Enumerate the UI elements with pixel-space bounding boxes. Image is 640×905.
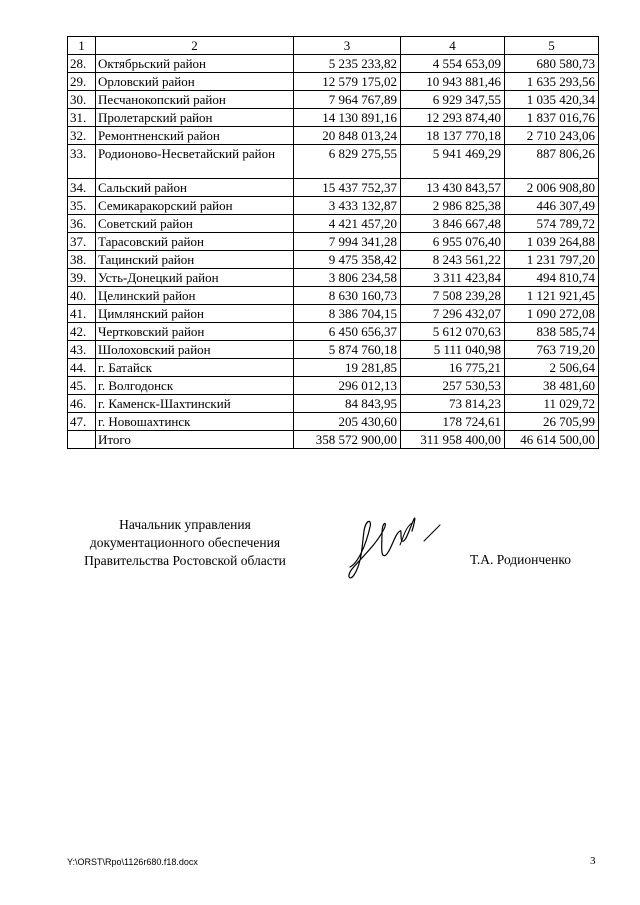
amount-col4-cell: 10 943 881,46 (401, 73, 505, 91)
amount-col5-cell: 1 090 272,08 (505, 305, 599, 323)
district-name-cell: Пролетарский район (96, 109, 294, 127)
amount-col4-cell: 12 293 874,40 (401, 109, 505, 127)
amount-col3-cell: 12 579 175,02 (294, 73, 401, 91)
amount-col4-cell: 8 243 561,22 (401, 251, 505, 269)
signatory-name: Т.А. Родионченко (470, 552, 571, 567)
table-row (68, 377, 599, 395)
district-name-cell: Песчанокопский район (96, 91, 294, 109)
table-row (68, 145, 599, 179)
row-number-cell: 32. (68, 127, 96, 145)
district-name-cell: Семикаракорский район (96, 197, 294, 215)
handwritten-signature (340, 505, 450, 585)
row-number-cell: 34. (68, 179, 96, 197)
total-col5-cell: 46 614 500,00 (505, 431, 599, 449)
table-row (68, 359, 599, 377)
table-row (68, 73, 599, 91)
amount-col4-cell: 2 986 825,38 (401, 197, 505, 215)
amount-col4-cell: 5 941 469,29 (401, 145, 505, 179)
amount-col5-cell: 2 710 243,06 (505, 127, 599, 145)
amount-col3-cell: 6 829 275,55 (294, 145, 401, 179)
row-number-cell: 44. (68, 359, 96, 377)
row-number-cell: 41. (68, 305, 96, 323)
amount-col4-cell: 6 955 076,40 (401, 233, 505, 251)
header-cell: 3 (294, 37, 401, 55)
table-row (68, 233, 599, 251)
position-line: Правительства Ростовской области (84, 553, 286, 568)
amount-col5-cell: 2 006 908,80 (505, 179, 599, 197)
table-row (68, 269, 599, 287)
amount-col4-cell: 3 846 667,48 (401, 215, 505, 233)
amount-col3-cell: 84 843,95 (294, 395, 401, 413)
amount-col4-cell: 5 612 070,63 (401, 323, 505, 341)
amount-col5-cell: 26 705,99 (505, 413, 599, 431)
amount-col3-cell: 7 994 341,28 (294, 233, 401, 251)
table-row (68, 197, 599, 215)
amount-col4-cell: 7 508 239,28 (401, 287, 505, 305)
header-cell: 1 (68, 37, 96, 55)
table-row (68, 341, 599, 359)
table-row (68, 413, 599, 431)
district-name-cell: г. Волгодонск (96, 377, 294, 395)
table-row (68, 305, 599, 323)
amount-col4-cell: 178 724,61 (401, 413, 505, 431)
amount-col3-cell: 205 430,60 (294, 413, 401, 431)
amount-col3-cell: 8 630 160,73 (294, 287, 401, 305)
total-empty-cell (68, 431, 96, 449)
row-number-cell: 46. (68, 395, 96, 413)
header-cell: 5 (505, 37, 599, 55)
amount-col4-cell: 7 296 432,07 (401, 305, 505, 323)
amount-col3-cell: 5 235 233,82 (294, 55, 401, 73)
row-number-cell: 42. (68, 323, 96, 341)
district-name-cell: г. Новошахтинск (96, 413, 294, 431)
total-label-cell: Итого (96, 431, 294, 449)
amount-col3-cell: 7 964 767,89 (294, 91, 401, 109)
amount-col3-cell: 14 130 891,16 (294, 109, 401, 127)
amount-col5-cell: 11 029,72 (505, 395, 599, 413)
amount-col5-cell: 494 810,74 (505, 269, 599, 287)
page-number: 3 (590, 855, 596, 867)
total-col4-cell: 311 958 400,00 (401, 431, 505, 449)
table-row (68, 287, 599, 305)
amount-col3-cell: 15 437 752,37 (294, 179, 401, 197)
table-row (68, 179, 599, 197)
amount-col5-cell: 1 231 797,20 (505, 251, 599, 269)
row-number-cell: 38. (68, 251, 96, 269)
header-cell: 4 (401, 37, 505, 55)
amount-col3-cell: 5 874 760,18 (294, 341, 401, 359)
amount-col5-cell: 38 481,60 (505, 377, 599, 395)
amount-col5-cell: 1 121 921,45 (505, 287, 599, 305)
district-name-cell: Сальский район (96, 179, 294, 197)
district-name-cell: Целинский район (96, 287, 294, 305)
amount-col4-cell: 257 530,53 (401, 377, 505, 395)
table-row (68, 55, 599, 73)
row-number-cell: 30. (68, 91, 96, 109)
district-name-cell: Шолоховский район (96, 341, 294, 359)
table-total-row (68, 431, 599, 449)
amount-col5-cell: 680 580,73 (505, 55, 599, 73)
footer-file-path: Y:\ORST\Rpo\1126r680.f18.docx (67, 857, 198, 867)
amount-col3-cell: 4 421 457,20 (294, 215, 401, 233)
amount-col5-cell: 1 035 420,34 (505, 91, 599, 109)
district-name-cell: Тарасовский район (96, 233, 294, 251)
signatory-position (60, 516, 310, 570)
district-name-cell: Чертковский район (96, 323, 294, 341)
row-number-cell: 29. (68, 73, 96, 91)
table-header-row (68, 37, 599, 55)
row-number-cell: 28. (68, 55, 96, 73)
row-number-cell: 33. (68, 145, 96, 179)
table-row (68, 109, 599, 127)
header-cell: 2 (96, 37, 294, 55)
amount-col3-cell: 296 012,13 (294, 377, 401, 395)
district-name-cell: Октябрьский район (96, 55, 294, 73)
amount-col3-cell: 9 475 358,42 (294, 251, 401, 269)
amount-col4-cell: 13 430 843,57 (401, 179, 505, 197)
table-row (68, 215, 599, 233)
amount-col5-cell: 887 806,26 (505, 145, 599, 179)
district-name-cell: Ремонтненский район (96, 127, 294, 145)
row-number-cell: 39. (68, 269, 96, 287)
district-name-cell: г. Каменск-Шахтинский (96, 395, 294, 413)
amount-col5-cell: 763 719,20 (505, 341, 599, 359)
district-name-cell: Тацинский район (96, 251, 294, 269)
amount-col4-cell: 5 111 040,98 (401, 341, 505, 359)
table-row (68, 251, 599, 269)
table-row (68, 395, 599, 413)
district-name-cell: Родионово-Несветайский район (96, 145, 294, 179)
amount-col3-cell: 3 433 132,87 (294, 197, 401, 215)
amount-col4-cell: 6 929 347,55 (401, 91, 505, 109)
allocation-table (67, 36, 599, 449)
amount-col3-cell: 6 450 656,37 (294, 323, 401, 341)
position-line: документационного обеспечения (89, 535, 281, 550)
table-row (68, 323, 599, 341)
district-name-cell: Цимлянский район (96, 305, 294, 323)
amount-col3-cell: 3 806 234,58 (294, 269, 401, 287)
amount-col5-cell: 574 789,72 (505, 215, 599, 233)
amount-col5-cell: 1 039 264,88 (505, 233, 599, 251)
district-name-cell: г. Батайск (96, 359, 294, 377)
row-number-cell: 36. (68, 215, 96, 233)
row-number-cell: 43. (68, 341, 96, 359)
amount-col4-cell: 73 814,23 (401, 395, 505, 413)
amount-col5-cell: 2 506,64 (505, 359, 599, 377)
amount-col3-cell: 20 848 013,24 (294, 127, 401, 145)
table-row (68, 91, 599, 109)
district-name-cell: Усть-Донецкий район (96, 269, 294, 287)
district-name-cell: Орловский район (96, 73, 294, 91)
row-number-cell: 35. (68, 197, 96, 215)
row-number-cell: 40. (68, 287, 96, 305)
amount-col5-cell: 838 585,74 (505, 323, 599, 341)
amount-col3-cell: 19 281,85 (294, 359, 401, 377)
total-col3-cell: 358 572 900,00 (294, 431, 401, 449)
amount-col4-cell: 18 137 770,18 (401, 127, 505, 145)
district-name-cell: Советский район (96, 215, 294, 233)
amount-col5-cell: 1 635 293,56 (505, 73, 599, 91)
row-number-cell: 47. (68, 413, 96, 431)
amount-col5-cell: 446 307,49 (505, 197, 599, 215)
position-line: Начальник управления (119, 517, 251, 532)
row-number-cell: 31. (68, 109, 96, 127)
amount-col4-cell: 16 775,21 (401, 359, 505, 377)
amount-col5-cell: 1 837 016,76 (505, 109, 599, 127)
table-row (68, 127, 599, 145)
row-number-cell: 37. (68, 233, 96, 251)
amount-col4-cell: 3 311 423,84 (401, 269, 505, 287)
row-number-cell: 45. (68, 377, 96, 395)
amount-col3-cell: 8 386 704,15 (294, 305, 401, 323)
amount-col4-cell: 4 554 653,09 (401, 55, 505, 73)
